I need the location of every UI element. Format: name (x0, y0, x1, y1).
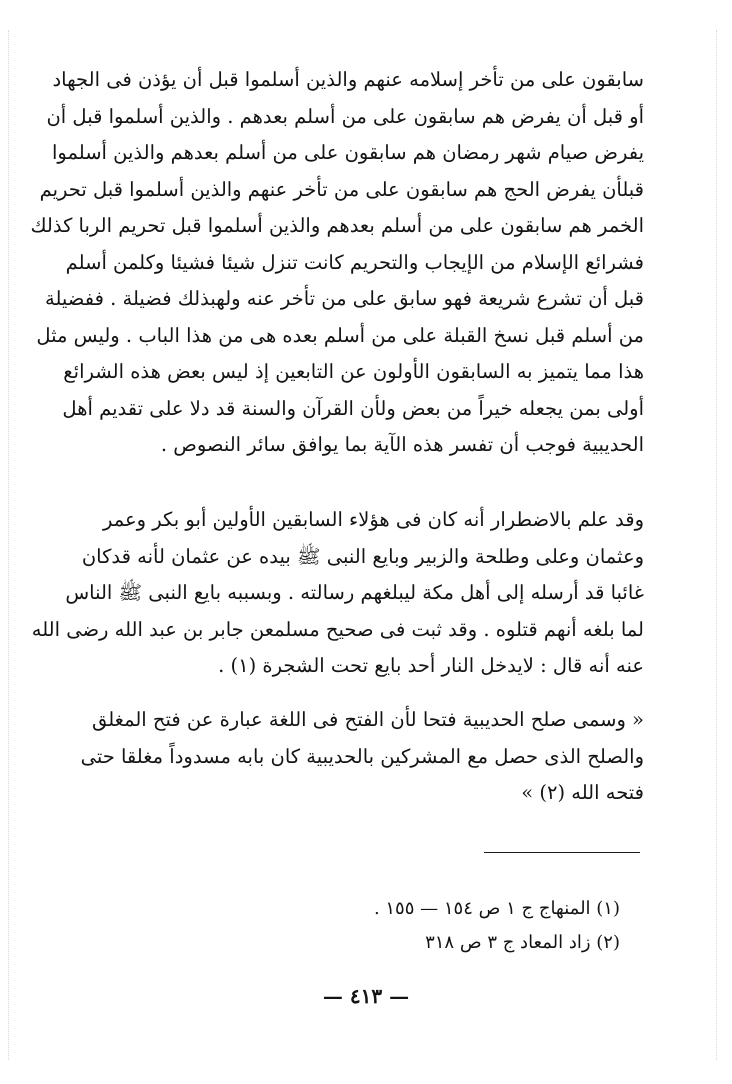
text-line: والصلح الذى حصل مع المشركين بالحديبية كان بابه مسدوداً مغلقا حتى (80, 744, 644, 768)
text-line: قبل أن تشرع شريعة فهو سابق على من تأخر عنه ولهبذلك فضيلة . ففضيلة (45, 287, 644, 310)
text-line: فتحه الله (٢) » (521, 781, 644, 804)
scan-edge-right (716, 30, 718, 1060)
text-line: من أسلم قبل نسخ القبلة على من أسلم بعده هى من هذا الباب . وليس مثل (36, 323, 644, 347)
text-line: « وسمى صلح الحديبية فتحا لأن الفتح فى اللغة عبارة عن فتح المغلق (91, 708, 644, 731)
text-line: يفرض صيام شهر رمضان هم سابقون على من أسلم بعدهم والذين أسلموا (51, 141, 644, 164)
text-line: الخمر هم سابقون على من أسلم بعدهم والذين أسلموا قبل تحريم الربا كذلك (30, 214, 644, 237)
footnote-separator (484, 852, 640, 853)
paragraph-2 (31, 502, 644, 685)
text-line: وعثمان وعلى وطلحة والزبير وبايع النبى ﷺ بيده عن عثمان لأنه قدكان (81, 544, 644, 568)
footnote-2: (٢) زاد المعاد ج ٣ ص ٣١٨ (425, 932, 620, 953)
paragraph-3 (80, 702, 644, 812)
text-line: هذا مما يتميز به السابقون الأولون عن التابعين إذ ليس بعض هذه الشرائع (63, 360, 644, 383)
text-line: أولى بمن يجعله خيراً من بعض ولأن القرآن والسنة قد دلا على تقديم أهل (62, 396, 644, 420)
text-line: الحديبية فوجب أن تفسر هذه الآية بما يوافق سائر النصوص . (160, 433, 644, 456)
text-line: لما بلغه أنهم قتلوه . وقد ثبت فى صحيح مسلمعن جابر بن عبد الله رضى الله (31, 617, 644, 641)
text-line: غائبا قد أرسله إلى أهل مكة ليبلغهم رسالته . وبسببه بايع النبى ﷺ الناس (65, 581, 644, 604)
paragraph-1 (30, 62, 644, 464)
text-line: عنه أنه قال : لايدخل النار أحد بايع تحت الشجرة (١) . (218, 654, 644, 677)
text-line: أو قبل أن يفرض هم سابقون على من أسلم بعدهم . والذين أسلموا قبل أن (46, 104, 644, 128)
text-line: فشرائع الإسلام من الإيجاب والتحريم كانت تنزل شيئا فشيئا وكلمن أسلم (65, 250, 644, 274)
footnotes (300, 892, 620, 960)
text-line: سابقون على من تأخر إسلامه عنهم والذين أسلموا قبل أن يؤذن فى الجهاد (52, 68, 644, 91)
footnote-1: (١) المنهاج ج ١ ص ١٥٤ — ١٥٥ . (373, 898, 620, 919)
page-number: — ٤١٣ — (322, 984, 410, 1008)
text-line: وقد علم بالاضطرار أنه كان فى هؤلاء السابقين الأولين أبو بكر وعمر (103, 508, 644, 531)
scan-edge-left (8, 30, 10, 1060)
text-line: قبلأن يفرض الحج هم سابقون على من تأخر عنهم والذين أسلموا قبل تحريم (39, 177, 644, 201)
